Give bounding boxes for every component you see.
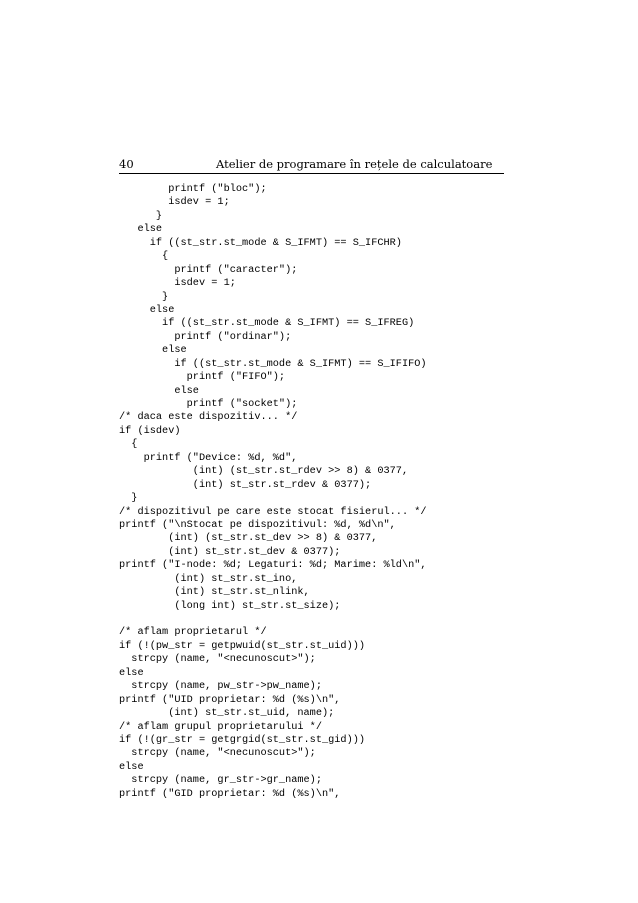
code-line: isdev = 1;: [119, 277, 236, 290]
code-line: isdev = 1;: [119, 196, 230, 209]
code-line: if (isdev): [119, 424, 181, 437]
code-line: (int) st_str.st_ino,: [119, 572, 298, 585]
code-line: (int) st_str.st_nlink,: [119, 586, 310, 599]
code-line: else: [119, 223, 163, 236]
code-line: printf ("\nStocat pe dispozitivul: %d, %d\n",: [119, 518, 396, 531]
code-line: printf ("caracter");: [119, 263, 298, 276]
code-line: else: [119, 760, 144, 773]
code-line: printf ("GID proprietar: %d (%s)\n",: [119, 787, 341, 800]
code-line: /* daca este dispozitiv... */: [119, 411, 298, 424]
code-line: else: [119, 303, 175, 316]
code-line: printf ("ordinar");: [119, 330, 292, 343]
code-line: }: [119, 492, 138, 505]
code-line: printf ("FIFO");: [119, 371, 286, 384]
code-line: else: [119, 666, 144, 679]
code-line: (int) st_str.st_uid, name);: [119, 707, 335, 720]
code-line: strcpy (name, "<necunoscut>");: [119, 747, 316, 760]
code-line: printf ("Device: %d, %d",: [119, 451, 298, 464]
page-number: 40: [119, 157, 134, 171]
code-line: printf ("UID proprietar: %d (%s)\n",: [119, 693, 341, 706]
code-line: {: [119, 438, 138, 451]
code-line: if (!(gr_str = getgrgid(st_str.st_gid))): [119, 733, 366, 746]
code-line: (int) (st_str.st_rdev >> 8) & 0377,: [119, 465, 409, 478]
code-line: (int) st_str.st_rdev & 0377);: [119, 478, 372, 491]
code-line: if (!(pw_str = getpwuid(st_str.st_uid))): [119, 639, 366, 652]
code-line: else: [119, 344, 187, 357]
code-line: if ((st_str.st_mode & S_IFMT) == S_IFCHR): [119, 236, 402, 249]
code-line: /* aflam grupul proprietarului */: [119, 720, 322, 733]
code-line: (int) st_str.st_dev & 0377);: [119, 545, 341, 558]
code-line: (long int) st_str.st_size);: [119, 599, 341, 612]
code-line: {: [119, 250, 169, 263]
code-line: printf ("bloc");: [119, 183, 267, 195]
code-line: }: [119, 290, 169, 303]
code-listing: [119, 183, 427, 801]
code-line: strcpy (name, pw_str->pw_name);: [119, 680, 322, 693]
code-line: /* dispozitivul pe care este stocat fisierul... */: [119, 505, 427, 518]
code-line: strcpy (name, "<necunoscut>");: [119, 653, 316, 666]
code-line: if ((st_str.st_mode & S_IFMT) == S_IFREG): [119, 317, 415, 330]
page-header: [119, 157, 504, 174]
code-line: else: [119, 384, 199, 397]
code-line: printf ("I-node: %d; Legaturi: %d; Marime: %ld\n",: [119, 559, 427, 572]
code-line: (int) (st_str.st_dev >> 8) & 0377,: [119, 532, 378, 545]
code-line: strcpy (name, gr_str->gr_name);: [119, 774, 322, 787]
code-line: /* aflam proprietarul */: [119, 626, 267, 639]
running-title: Atelier de programare în rețele de calculatoare: [216, 157, 493, 171]
code-line: printf ("socket");: [119, 398, 298, 410]
code-line: [119, 613, 427, 626]
code-line: }: [119, 209, 163, 222]
code-line: if ((st_str.st_mode & S_IFMT) == S_IFIFO): [119, 357, 427, 370]
